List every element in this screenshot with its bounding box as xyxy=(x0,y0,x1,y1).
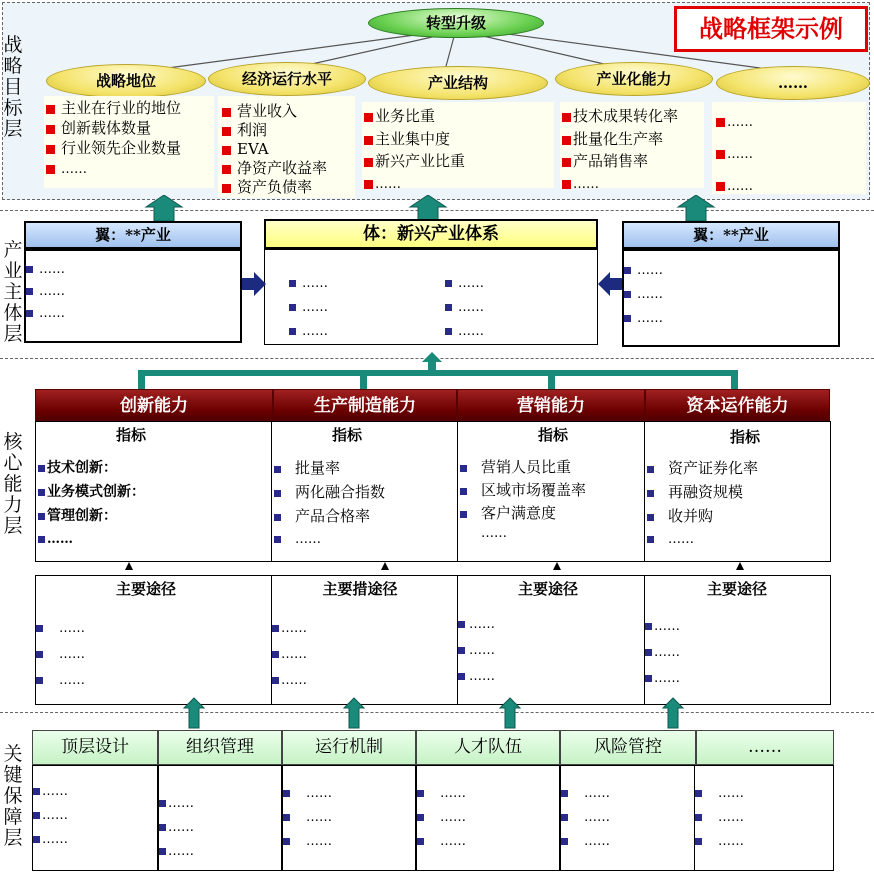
guarantee-header-5 xyxy=(560,730,696,765)
subject-layer-label-text: 产业主体层 xyxy=(3,239,23,345)
list-item: …… xyxy=(561,806,695,830)
core-header-text: 生产制造能力 xyxy=(314,396,416,416)
goal-list-item: 利润 xyxy=(222,121,355,140)
core-header-text: 资本运作能力 xyxy=(686,396,789,416)
indicator-item: …… xyxy=(38,528,145,552)
up-arrow-icon xyxy=(125,562,133,570)
guarantee-box-1 xyxy=(32,765,158,871)
indicator-item: …… xyxy=(481,526,507,541)
path-box-2 xyxy=(271,575,459,705)
list-item: …… xyxy=(159,792,281,816)
indicator-item: 产品合格率 xyxy=(274,504,385,528)
list-item: …… xyxy=(695,782,833,806)
list-item: …… xyxy=(33,828,157,852)
core-header-3 xyxy=(457,389,645,421)
path-box-4 xyxy=(644,575,831,705)
path-item: …… xyxy=(36,616,85,642)
goal-list-item: …… xyxy=(46,158,214,180)
indicator-item: 区域市场覆盖率 xyxy=(460,479,586,502)
indicator-box-2 xyxy=(271,421,459,562)
goal-list-item: 营业收入 xyxy=(222,102,355,121)
path-item: …… xyxy=(645,614,680,640)
left-arrow-icon xyxy=(598,272,622,296)
goal-oval-text: 经济运行水平 xyxy=(241,70,332,88)
up-arrow-icon xyxy=(553,562,561,570)
path-item: …… xyxy=(272,616,307,642)
goal-list-item: 主业在行业的地位 xyxy=(46,98,214,118)
indicator-box-1 xyxy=(35,421,273,562)
list-item: …… xyxy=(159,816,281,840)
list-item: …… xyxy=(33,804,157,828)
right-wing-title: 翼：**产业 xyxy=(693,226,769,244)
goal-list-box-4 xyxy=(560,102,704,192)
side-arrows xyxy=(0,270,874,300)
list-item: …… xyxy=(624,283,838,307)
goal-oval-text: 产业化能力 xyxy=(596,70,672,88)
goal-list-item: 新兴产业比重 xyxy=(364,150,554,172)
path-item: …… xyxy=(458,638,495,664)
guarantee-box-3 xyxy=(282,765,416,871)
path-title: 主要途径 xyxy=(517,580,578,598)
goal-list-item: 创新载体数量 xyxy=(46,118,214,138)
guarantee-box-6 xyxy=(694,765,834,871)
title-badge-text: 战略框架示例 xyxy=(699,14,843,43)
list-item: …… xyxy=(26,281,240,303)
goal-list-item: 净资产收益率 xyxy=(222,159,355,178)
indicator-box-3 xyxy=(457,421,646,562)
indicator-item: 管理创新： xyxy=(38,504,145,528)
guarantee-header-text: 运行机制 xyxy=(315,737,383,757)
list-item: …… xyxy=(445,320,484,344)
path-title: 主要途径 xyxy=(706,580,767,598)
up-arrow-icon xyxy=(344,698,364,728)
goal-list-box-3 xyxy=(362,102,554,192)
list-item: …… xyxy=(26,303,240,325)
goal-connector-3 xyxy=(445,33,455,70)
goal-list-box-5 xyxy=(712,102,866,194)
list-item: …… xyxy=(289,320,328,344)
goal-layer-label-text: 战略目标层 xyxy=(3,34,23,140)
up-arrow-icon xyxy=(146,195,182,221)
goal-list-box-1 xyxy=(44,96,214,188)
goal-oval-text: 战略地位 xyxy=(95,72,156,90)
path-item: …… xyxy=(458,612,495,638)
list-item: …… xyxy=(283,830,415,854)
path-box-1 xyxy=(35,575,273,705)
list-item: …… xyxy=(289,272,328,296)
list-item: …… xyxy=(283,806,415,830)
goal-list-item: 批量化生产率 xyxy=(562,128,704,150)
guarantee-header-text: 顶层设计 xyxy=(61,737,129,757)
path-title: 主要途径 xyxy=(115,580,176,598)
path-box-3 xyxy=(457,575,646,705)
list-item: …… xyxy=(695,830,833,854)
goal-list-item: …… xyxy=(716,138,866,170)
core-header-1 xyxy=(35,389,273,421)
list-item: …… xyxy=(289,296,328,320)
indicator-item: 资产证券化率 xyxy=(647,456,758,480)
top-oval-text: 转型升级 xyxy=(425,14,486,32)
up-arrow-icon xyxy=(736,562,744,570)
list-item: …… xyxy=(624,259,838,283)
indicator-item: 两化融合指数 xyxy=(274,480,385,504)
list-item: …… xyxy=(33,780,157,804)
goal-oval-5 xyxy=(716,66,870,100)
path-item: …… xyxy=(272,642,307,668)
goal-list-item: …… xyxy=(716,106,866,138)
goal-list-item: …… xyxy=(364,172,554,196)
goal-oval-text: 产业结构 xyxy=(427,74,488,92)
right-arrow-icon xyxy=(242,272,266,296)
indicator-item: 技术创新： xyxy=(38,456,145,480)
goal-oval-text: …… xyxy=(778,74,808,92)
left-wing-header xyxy=(24,221,242,249)
guarantee-header-text: 人才队伍 xyxy=(454,737,522,757)
goal-list-item: 行业领先企业数量 xyxy=(46,138,214,158)
list-item: …… xyxy=(283,782,415,806)
list-item: …… xyxy=(624,307,838,331)
core-layer-label xyxy=(2,432,24,537)
guarantee-header-1 xyxy=(32,730,158,765)
guarantee-up-arrows xyxy=(0,696,874,730)
guarantee-header-text: …… xyxy=(748,737,782,757)
goal-list-item: 技术成果转化率 xyxy=(562,104,704,128)
up-arrow-icon xyxy=(663,698,683,728)
goal-list-item: …… xyxy=(562,172,704,196)
goal-list-item: 业务比重 xyxy=(364,104,554,128)
goal-list-item: 主业集中度 xyxy=(364,128,554,150)
list-item: …… xyxy=(417,806,559,830)
center-body-header xyxy=(264,219,598,249)
guarantee-layer-label-text: 关键保障层 xyxy=(3,743,23,849)
core-header-text: 营销能力 xyxy=(517,396,585,416)
guarantee-box-5 xyxy=(560,765,696,871)
path-item: …… xyxy=(36,642,85,668)
goal-list-item: 资产负债率 xyxy=(222,178,355,197)
up-arrow-icon xyxy=(678,195,714,221)
indicator-item: 营销人员比重 xyxy=(460,456,586,479)
indicator-item: …… xyxy=(647,528,758,552)
path-item: …… xyxy=(36,668,85,694)
core-header-4 xyxy=(645,389,830,421)
list-item: …… xyxy=(445,296,484,320)
guarantee-layer-label xyxy=(2,744,24,849)
up-arrow-icon xyxy=(381,562,389,570)
branch-up-arrow-icon xyxy=(138,352,738,392)
goal-list-box-2 xyxy=(218,96,355,198)
core-header-2 xyxy=(273,389,457,421)
list-item: …… xyxy=(561,782,695,806)
list-item: …… xyxy=(159,840,281,864)
path-item: …… xyxy=(272,668,307,694)
up-arrow-icon xyxy=(184,698,204,728)
guarantee-header-3 xyxy=(282,730,416,765)
indicator-item: 客户满意度 xyxy=(460,502,586,525)
path-item: …… xyxy=(645,666,680,692)
indicator-item: 业务模式创新： xyxy=(38,480,145,504)
indicator-title: 指标 xyxy=(331,426,362,444)
goal-list-item: EVA xyxy=(222,140,355,159)
right-wing-header xyxy=(622,221,840,249)
core-header-text: 创新能力 xyxy=(120,396,188,416)
guarantee-header-6 xyxy=(696,730,834,765)
path-item: …… xyxy=(645,640,680,666)
list-item: …… xyxy=(445,272,484,296)
goal-oval-4 xyxy=(555,62,713,96)
up-arrow-icon xyxy=(500,698,520,728)
up-arrow-icon xyxy=(410,195,446,221)
top-oval xyxy=(368,8,544,38)
indicator-title: 指标 xyxy=(729,428,760,446)
guarantee-header-4 xyxy=(416,730,560,765)
goal-oval-2 xyxy=(208,62,366,96)
core-layer-label-text: 核心能力层 xyxy=(3,431,23,537)
goal-list-item: …… xyxy=(716,170,866,202)
left-wing-title: 翼：**产业 xyxy=(95,226,171,244)
goal-oval-1 xyxy=(46,64,206,98)
goal-oval-3 xyxy=(368,66,548,100)
goal-list-item: 产品销售率 xyxy=(562,150,704,172)
list-item: …… xyxy=(695,806,833,830)
path-title: 主要措途径 xyxy=(322,580,398,598)
guarantee-box-2 xyxy=(158,765,282,871)
path-item: …… xyxy=(458,664,495,690)
indicator-title: 指标 xyxy=(537,426,568,444)
indicator-item: …… xyxy=(274,528,385,552)
guarantee-header-text: 组织管理 xyxy=(186,737,254,757)
guarantee-box-4 xyxy=(416,765,560,871)
list-item: …… xyxy=(26,259,240,281)
guarantee-header-text: 风险管控 xyxy=(594,737,662,757)
indicator-title: 指标 xyxy=(115,426,146,444)
indicator-box-4 xyxy=(644,421,831,562)
list-item: …… xyxy=(417,830,559,854)
indicator-item: 再融资规模 xyxy=(647,480,758,504)
list-item: …… xyxy=(417,782,559,806)
center-body-title: 体：新兴产业体系 xyxy=(363,224,499,244)
guarantee-header-2 xyxy=(158,730,282,765)
indicator-item: 批量率 xyxy=(274,456,385,480)
list-item: …… xyxy=(561,830,695,854)
indicator-item: 收并购 xyxy=(647,504,758,528)
